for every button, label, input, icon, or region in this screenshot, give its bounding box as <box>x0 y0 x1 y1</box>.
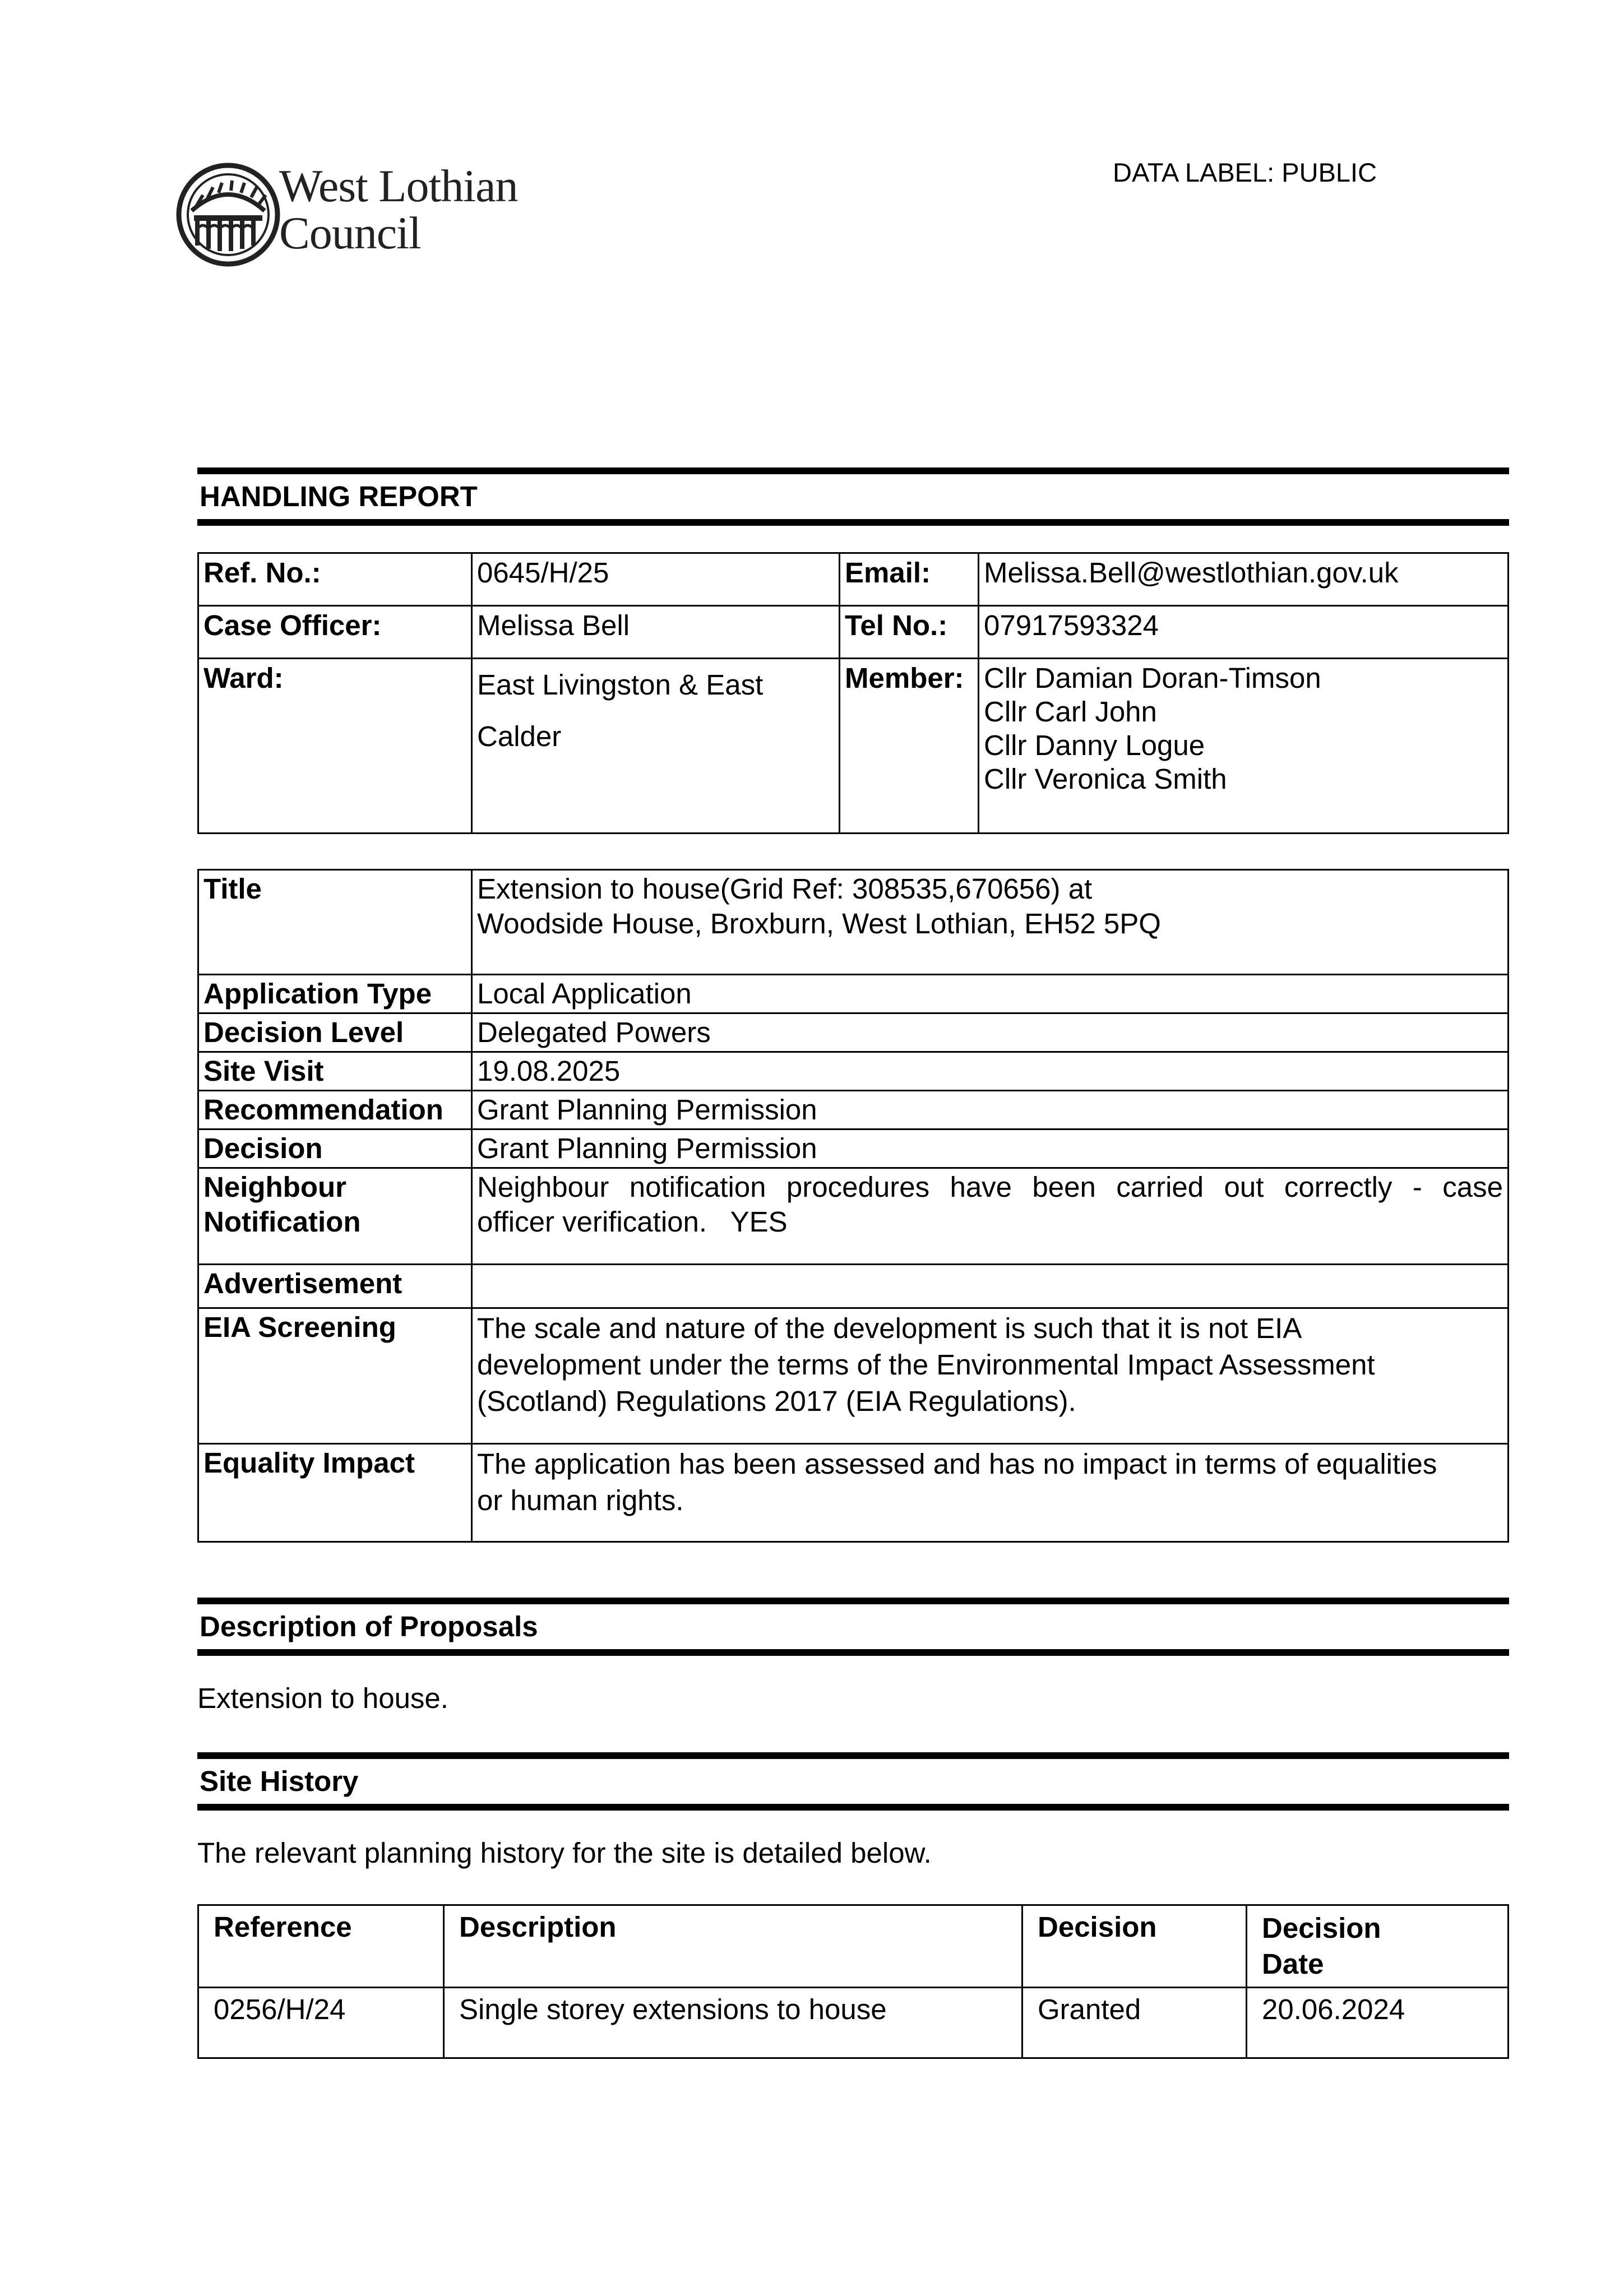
viaduct-emblem-icon <box>175 161 281 268</box>
title-value <box>472 870 1509 975</box>
decision-label: Decision <box>198 1130 472 1168</box>
equality-line-2: or human rights. <box>477 1484 684 1516</box>
member-name: Cllr Veronica Smith <box>984 763 1227 795</box>
rule-bottom <box>197 1649 1509 1656</box>
app-type-label: Application Type <box>198 975 472 1013</box>
app-type-value: Local Application <box>472 975 1509 1013</box>
table-header-row <box>198 1905 1509 1988</box>
member-label: Member: <box>840 659 979 834</box>
member-name: Cllr Damian Doran-Timson <box>984 662 1321 694</box>
report-heading <box>197 467 1509 526</box>
council-logo <box>175 161 281 268</box>
rule-bottom <box>197 519 1509 526</box>
description-heading <box>197 1598 1509 1656</box>
neighbour-label-line-1: Neighbour <box>203 1171 346 1203</box>
eia-line-3: (Scotland) Regulations 2017 (EIA Regulations). <box>477 1385 1076 1417</box>
rule-bottom <box>197 1804 1509 1811</box>
table-row <box>198 1444 1509 1542</box>
rule-top <box>197 467 1509 474</box>
member-list <box>979 659 1509 834</box>
advertisement-label: Advertisement <box>198 1265 472 1308</box>
site-history-table <box>197 1904 1509 2059</box>
tel-label: Tel No.: <box>840 606 979 659</box>
eia-label: EIA Screening <box>198 1308 472 1444</box>
table-row <box>198 870 1509 975</box>
site-visit-label: Site Visit <box>198 1052 472 1091</box>
col-decision-date <box>1247 1905 1509 1988</box>
eia-value <box>472 1308 1509 1444</box>
table-row <box>198 1091 1509 1130</box>
email-value: Melissa.Bell@westlothian.gov.uk <box>979 553 1509 606</box>
tel-value: 07917593324 <box>979 606 1509 659</box>
equality-line-1: The application has been assessed and has no impact in terms of equalities <box>477 1448 1437 1480</box>
table-row <box>198 975 1509 1013</box>
ref-label: Ref. No.: <box>198 553 472 606</box>
member-name: Cllr Carl John <box>984 696 1157 728</box>
site-history-heading <box>197 1752 1509 1811</box>
neighbour-line-2: officer verification. YES <box>477 1206 788 1238</box>
title-line-2: Woodside House, Broxburn, West Lothian, EH52 5PQ <box>477 908 1161 939</box>
history-date: 20.06.2024 <box>1247 1988 1509 2058</box>
logo-wordmark <box>279 160 518 258</box>
data-label: DATA LABEL: PUBLIC <box>1113 158 1377 187</box>
report-title: HANDLING REPORT <box>200 480 478 512</box>
logo-line-2: Council <box>279 207 421 258</box>
description-title: Description of Proposals <box>200 1610 538 1642</box>
table-row <box>198 1013 1509 1052</box>
neighbour-label-line-2: Notification <box>203 1206 361 1238</box>
col-decision: Decision <box>1022 1905 1247 1988</box>
table-row <box>198 1308 1509 1444</box>
equality-value <box>472 1444 1509 1542</box>
advertisement-value <box>472 1265 1509 1308</box>
case-info-table <box>197 552 1509 834</box>
ward-line-2: Calder <box>477 720 562 752</box>
member-name: Cllr Danny Logue <box>984 729 1205 761</box>
ward-value <box>472 659 840 834</box>
title-label: Title <box>198 870 472 975</box>
ward-label: Ward: <box>198 659 472 834</box>
decision-value: Grant Planning Permission <box>472 1130 1509 1168</box>
ward-line-1: East Livingston & East <box>477 669 764 701</box>
ref-value: 0645/H/25 <box>472 553 840 606</box>
application-details-table <box>197 869 1509 1543</box>
table-row <box>198 1988 1509 2058</box>
col-decision-date-line-2: Date <box>1262 1948 1324 1980</box>
history-reference: 0256/H/24 <box>198 1988 444 2058</box>
rule-top <box>197 1598 1509 1604</box>
history-description: Single storey extensions to house <box>444 1988 1022 2058</box>
eia-line-1: The scale and nature of the development is such that it is not EIA <box>477 1312 1302 1344</box>
site-visit-value: 19.08.2025 <box>472 1052 1509 1091</box>
col-decision-date-line-1: Decision <box>1262 1912 1381 1944</box>
site-history-intro: The relevant planning history for the site is detailed below. <box>197 1837 932 1869</box>
table-row <box>198 1052 1509 1091</box>
col-description: Description <box>444 1905 1022 1988</box>
recommendation-label: Recommendation <box>198 1091 472 1130</box>
description-text: Extension to house. <box>197 1682 448 1714</box>
equality-label: Equality Impact <box>198 1444 472 1542</box>
decision-level-value: Delegated Powers <box>472 1013 1509 1052</box>
neighbour-label <box>198 1168 472 1265</box>
table-row <box>198 1265 1509 1308</box>
history-decision: Granted <box>1022 1988 1247 2058</box>
decision-level-label: Decision Level <box>198 1013 472 1052</box>
officer-label: Case Officer: <box>198 606 472 659</box>
table-row <box>198 553 1509 606</box>
site-history-title: Site History <box>200 1765 359 1797</box>
recommendation-value: Grant Planning Permission <box>472 1091 1509 1130</box>
title-line-1: Extension to house(Grid Ref: 308535,670656) at <box>477 873 1093 905</box>
logo-line-1: West Lothian <box>279 160 518 211</box>
rule-top <box>197 1752 1509 1759</box>
table-row <box>198 1130 1509 1168</box>
col-reference: Reference <box>198 1905 444 1988</box>
neighbour-value <box>472 1168 1509 1265</box>
table-row <box>198 1168 1509 1265</box>
eia-line-2: development under the terms of the Environmental Impact Assessment <box>477 1349 1375 1381</box>
neighbour-line-1: Neighbour notification procedures have been carried out correctly - case <box>477 1171 1503 1203</box>
table-row <box>198 659 1509 834</box>
table-row <box>198 606 1509 659</box>
officer-value: Melissa Bell <box>472 606 840 659</box>
email-label: Email: <box>840 553 979 606</box>
